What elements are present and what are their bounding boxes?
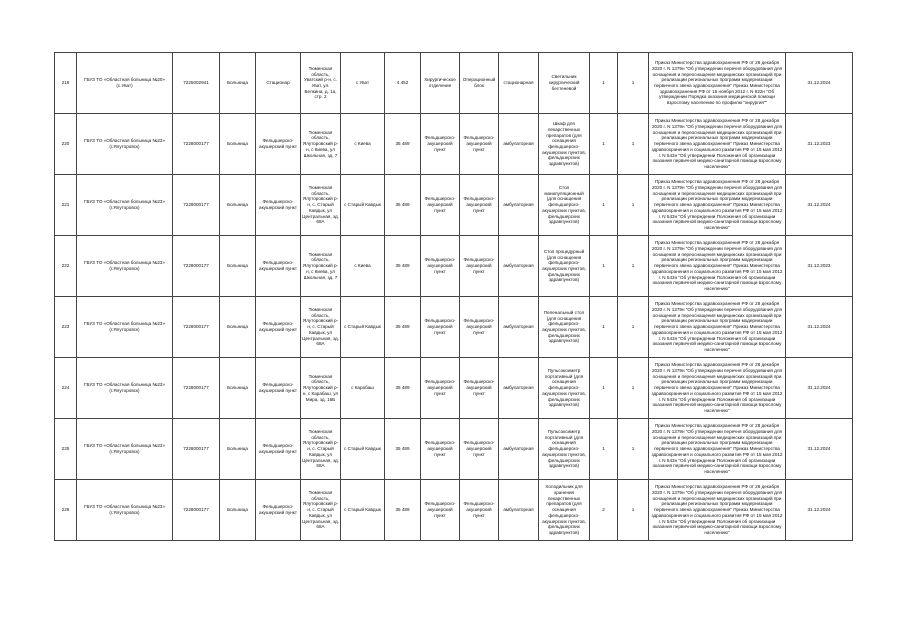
care-type-cell: амбулаторная: [499, 175, 539, 236]
table-row: [55, 175, 853, 236]
address-cell: Тюменская область, Ялуторовский р-н, с. Старый Кавдык, ул Центральная, зд. 68А: [301, 175, 341, 236]
settlement-cell: с Карабаш: [341, 358, 385, 419]
quantity-received-cell: 1: [618, 297, 649, 358]
row-number-cell: 219: [55, 53, 77, 114]
population-cell: 35 489: [385, 297, 421, 358]
legal-basis-cell: Приказ Министерства здравоохранения РФ от 28 декабря 2020 г. N 1379н "Об утверждении перечня оборудования для оснащения и переоснащения медицинских организаций при реализации региональных программ модернизации первичного звена здравоохранения" Приказ Министерства здравоохранения РФ от 15 ноября 2012 г. N 922н "Об утверждении Порядка оказания медицинской помощи взрослому населению по профилю "хирургия"": [649, 53, 786, 114]
subunit-cell: Фельдшерско-акушерский пункт: [460, 297, 499, 358]
settlement-cell: с Старый Кавдык: [341, 175, 385, 236]
equipment-name-cell: Светильник хирургический бестеневой: [539, 53, 590, 114]
population-cell: 35 489: [385, 175, 421, 236]
table-row: [55, 114, 853, 175]
deadline-date-cell: 31.12.2024: [786, 297, 853, 358]
care-type-cell: амбулаторная: [499, 419, 539, 480]
subunit-cell: Фельдшерско-акушерский пункт: [460, 480, 499, 541]
inn-code-cell: 7228000177: [173, 358, 220, 419]
quantity-received-cell: 1: [618, 114, 649, 175]
table-row: [55, 236, 853, 297]
table-row: [55, 297, 853, 358]
department-cell: Хирургическое отделение: [421, 53, 460, 114]
equipment-name-cell: Пульсоксиметр портативный (для оснащения фельдшерско-акушерских пунктов, фельдшерских здравпунктов): [539, 358, 590, 419]
row-number-cell: 220: [55, 114, 77, 175]
care-type-cell: амбулаторная: [499, 236, 539, 297]
facility-type-cell: Больница: [220, 419, 256, 480]
quantity-received-cell: 1: [618, 358, 649, 419]
equipment-name-cell: Пульсоксиметр портативный (для оснащения фельдшерско-акушерских пунктов, фельдшерских здравпунктов): [539, 419, 590, 480]
settlement-cell: с Старый Кавдык: [341, 419, 385, 480]
department-cell: Фельдшерско-акушерский пункт: [421, 236, 460, 297]
legal-basis-cell: Приказ Министерства здравоохранения РФ от 28 декабря 2020 г. N 1379н "Об утверждении перечня оборудования для оснащения и переоснащения медицинских организаций при реализации региональных программ модернизации первичного звена здравоохранения" Приказ Министерства здравоохранения и социального развития РФ от 15 мая 2012 г. N 543н "Об утверждении Положения об организации оказания первичной медико-санитарной помощи взрослому населению": [649, 236, 786, 297]
equipment-table: [54, 52, 853, 541]
quantity-cell: 1: [590, 236, 618, 297]
row-number-cell: 224: [55, 358, 77, 419]
settlement-cell: с Старый Кавдык: [341, 480, 385, 541]
subunit-cell: Фельдшерско-акушерский пункт: [460, 236, 499, 297]
unit-name-cell: Фельдшерско-акушерский пункт: [256, 480, 301, 541]
facility-type-cell: Больница: [220, 358, 256, 419]
organization-name-cell: ГБУЗ ТО «Областная больница №23» (г.Ялуторовск): [77, 236, 173, 297]
unit-name-cell: Фельдшерско-акушерский пункт: [256, 114, 301, 175]
equipment-name-cell: Пеленальный стол (для оснащения фельдшерско-акушерских пунктов, фельдшерских здравпунктов): [539, 297, 590, 358]
legal-basis-cell: Приказ Министерства здравоохранения РФ от 28 декабря 2020 г. N 1379н "Об утверждении перечня оборудования для оснащения и переоснащения медицинских организаций при реализации региональных программ модернизации первичного звена здравоохранения" Приказ Министерства здравоохранения и социального развития РФ от 15 мая 2012 г. N 543н "Об утверждении Положения об организации оказания первичной медико-санитарной помощи взрослому населению": [649, 358, 786, 419]
row-number-cell: 226: [55, 480, 77, 541]
quantity-received-cell: 1: [618, 480, 649, 541]
inn-code-cell: 7228000177: [173, 114, 220, 175]
department-cell: Фельдшерско-акушерский пункт: [421, 480, 460, 541]
deadline-date-cell: 31.12.2024: [786, 175, 853, 236]
deadline-date-cell: 31.12.2023: [786, 114, 853, 175]
deadline-date-cell: 31.12.2024: [786, 419, 853, 480]
organization-name-cell: ГБУЗ ТО «Областная больница №23» (г.Ялуторовск): [77, 480, 173, 541]
table-row: [55, 358, 853, 419]
address-cell: Тюменская область, Ялуторовский р-н, с. Старый Кавдык, ул Центральная, зд. 68А: [301, 419, 341, 480]
settlement-cell: с Старый Кавдык: [341, 297, 385, 358]
legal-basis-cell: Приказ Министерства здравоохранения РФ от 28 декабря 2020 г. N 1379н "Об утверждении перечня оборудования для оснащения и переоснащения медицинских организаций при реализации региональных программ модернизации первичного звена здравоохранения" Приказ Министерства здравоохранения и социального развития РФ от 15 мая 2012 г. N 543н "Об утверждении Положения об организации оказания первичной медико-санитарной помощи взрослому населению": [649, 114, 786, 175]
quantity-cell: 1: [590, 297, 618, 358]
unit-name-cell: Стационар: [256, 53, 301, 114]
legal-basis-cell: Приказ Министерства здравоохранения РФ от 28 декабря 2020 г. N 1379н "Об утверждении перечня оборудования для оснащения и переоснащения медицинских организаций при реализации региональных программ модернизации первичного звена здравоохранения" Приказ Министерства здравоохранения и социального развития РФ от 15 мая 2012 г. N 543н "Об утверждении Положения об организации оказания первичной медико-санитарной помощи взрослому населению": [649, 297, 786, 358]
quantity-cell: 1: [590, 419, 618, 480]
unit-name-cell: Фельдшерско-акушерский пункт: [256, 236, 301, 297]
inn-code-cell: 7228000177: [173, 175, 220, 236]
organization-name-cell: ГБУЗ ТО «Областная больница №23» (г.Ялуторовск): [77, 358, 173, 419]
quantity-cell: 1: [590, 358, 618, 419]
settlement-cell: с Киева: [341, 236, 385, 297]
quantity-cell: 2: [590, 480, 618, 541]
row-number-cell: 221: [55, 175, 77, 236]
subunit-cell: Фельдшерско-акушерский пункт: [460, 114, 499, 175]
address-cell: Тюменская область, Ялуторовский р-н, с. Старый Кавдык, ул Центральная, зд. 68А: [301, 297, 341, 358]
care-type-cell: амбулаторная: [499, 358, 539, 419]
address-cell: Тюменская область, Ялуторовский р-н, с Киева, ул Школьная, зд. 7: [301, 236, 341, 297]
unit-name-cell: Фельдшерско-акушерский пункт: [256, 175, 301, 236]
facility-type-cell: Больница: [220, 236, 256, 297]
population-cell: 35 489: [385, 114, 421, 175]
address-cell: Тюменская область, Ялуторовский р-н, с. Старый Кавдык, ул Центральная, зд. 68А: [301, 480, 341, 541]
facility-type-cell: Больница: [220, 175, 256, 236]
organization-name-cell: ГБУЗ ТО «Областная больница №23» (г.Ялуторовск): [77, 419, 173, 480]
unit-name-cell: Фельдшерско-акушерский пункт: [256, 419, 301, 480]
unit-name-cell: Фельдшерско-акушерский пункт: [256, 297, 301, 358]
legal-basis-cell: Приказ Министерства здравоохранения РФ от 28 декабря 2020 г. N 1379н "Об утверждении перечня оборудования для оснащения и переоснащения медицинских организаций при реализации региональных программ модернизации первичного звена здравоохранения" Приказ Министерства здравоохранения и социального развития РФ от 15 мая 2012 г. N 543н "Об утверждении Положения об организации оказания первичной медико-санитарной помощи взрослому населению": [649, 480, 786, 541]
population-cell: 35 489: [385, 358, 421, 419]
quantity-cell: 1: [590, 114, 618, 175]
subunit-cell: Фельдшерско-акушерский пункт: [460, 419, 499, 480]
equipment-name-cell: Стол манипуляционный (для оснащения фельдшерско-акушерских пунктов, фельдшерских здравпунктов): [539, 175, 590, 236]
subunit-cell: Операционный блок: [460, 53, 499, 114]
facility-type-cell: Больница: [220, 53, 256, 114]
population-cell: 4 452: [385, 53, 421, 114]
legal-basis-cell: Приказ Министерства здравоохранения РФ от 28 декабря 2020 г. N 1379н "Об утверждении перечня оборудования для оснащения и переоснащения медицинских организаций при реализации региональных программ модернизации первичного звена здравоохранения" Приказ Министерства здравоохранения и социального развития РФ от 15 мая 2012 г. N 543н "Об утверждении Положения об организации оказания первичной медико-санитарной помощи взрослому населению": [649, 175, 786, 236]
table-row: [55, 53, 853, 114]
quantity-received-cell: 1: [618, 53, 649, 114]
equipment-name-cell: Стол процедурный (для оснащения фельдшерско-акушерских пунктов, фельдшерских здравпунктов): [539, 236, 590, 297]
deadline-date-cell: 31.12.2024: [786, 480, 853, 541]
subunit-cell: Фельдшерско-акушерский пункт: [460, 175, 499, 236]
subunit-cell: Фельдшерско-акушерский пункт: [460, 358, 499, 419]
deadline-date-cell: 31.12.2023: [786, 236, 853, 297]
quantity-received-cell: 1: [618, 175, 649, 236]
inn-code-cell: 7228000177: [173, 236, 220, 297]
unit-name-cell: Фельдшерско-акушерский пункт: [256, 358, 301, 419]
deadline-date-cell: 31.12.2024: [786, 358, 853, 419]
quantity-received-cell: 1: [618, 419, 649, 480]
table-row: [55, 419, 853, 480]
population-cell: 35 489: [385, 419, 421, 480]
organization-name-cell: ГБУЗ ТО «Областная больница №23» (г.Ялуторовск): [77, 297, 173, 358]
organization-name-cell: ГБУЗ ТО «Областная больница №23» (г.Ялуторовск): [77, 114, 173, 175]
department-cell: Фельдшерско-акушерский пункт: [421, 175, 460, 236]
address-cell: Тюменская область, Ялуторовский р-н, с Киева, ул Школьная, зд. 7: [301, 114, 341, 175]
quantity-received-cell: 1: [618, 236, 649, 297]
equipment-name-cell: Холодильник для хранения лекарственных препаратов (для оснащения фельдшерско-акушерских пунктов, фельдшерских здравпунктов): [539, 480, 590, 541]
row-number-cell: 223: [55, 297, 77, 358]
care-type-cell: стационарная: [499, 53, 539, 114]
population-cell: 35 489: [385, 480, 421, 541]
facility-type-cell: Больница: [220, 297, 256, 358]
care-type-cell: амбулаторная: [499, 297, 539, 358]
inn-code-cell: 7228000177: [173, 419, 220, 480]
address-cell: Тюменская область, Уватский р-н, с. Уват, ул. Белкина, д. 1а, стр. 2: [301, 53, 341, 114]
settlement-cell: с Уват: [341, 53, 385, 114]
care-type-cell: амбулаторная: [499, 480, 539, 541]
row-number-cell: 225: [55, 419, 77, 480]
deadline-date-cell: 31.12.2024: [786, 53, 853, 114]
table-row: [55, 480, 853, 541]
row-number-cell: 222: [55, 236, 77, 297]
population-cell: 35 489: [385, 236, 421, 297]
equipment-name-cell: Шкаф для лекарственных препаратов (для оснащения фельдшерско-акушерских пунктов, фельдшерских здравпунктов): [539, 114, 590, 175]
facility-type-cell: Больница: [220, 480, 256, 541]
facility-type-cell: Больница: [220, 114, 256, 175]
legal-basis-cell: Приказ Министерства здравоохранения РФ от 28 декабря 2020 г. N 1379н "Об утверждении перечня оборудования для оснащения и переоснащения медицинских организаций при реализации региональных программ модернизации первичного звена здравоохранения" Приказ Министерства здравоохранения и социального развития РФ от 15 мая 2012 г. N 543н "Об утверждении Положения об организации оказания первичной медико-санитарной помощи взрослому населению": [649, 419, 786, 480]
department-cell: Фельдшерско-акушерский пункт: [421, 358, 460, 419]
department-cell: Фельдшерско-акушерский пункт: [421, 419, 460, 480]
inn-code-cell: 7228000177: [173, 297, 220, 358]
organization-name-cell: ГБУЗ ТО «Областная больница №23» (г.Ялуторовск): [77, 175, 173, 236]
organization-name-cell: ГБУЗ ТО «Областная больница №20» (с.Уват): [77, 53, 173, 114]
inn-code-cell: 7228000177: [173, 480, 220, 541]
department-cell: Фельдшерско-акушерский пункт: [421, 297, 460, 358]
inn-code-cell: 7225002941: [173, 53, 220, 114]
care-type-cell: амбулаторная: [499, 114, 539, 175]
quantity-cell: 1: [590, 53, 618, 114]
address-cell: Тюменская область, Ялуторовский р-н, с Карабаш, ул Мира, зд. 16Б: [301, 358, 341, 419]
settlement-cell: с Киева: [341, 114, 385, 175]
department-cell: Фельдшерско-акушерский пункт: [421, 114, 460, 175]
quantity-cell: 1: [590, 175, 618, 236]
